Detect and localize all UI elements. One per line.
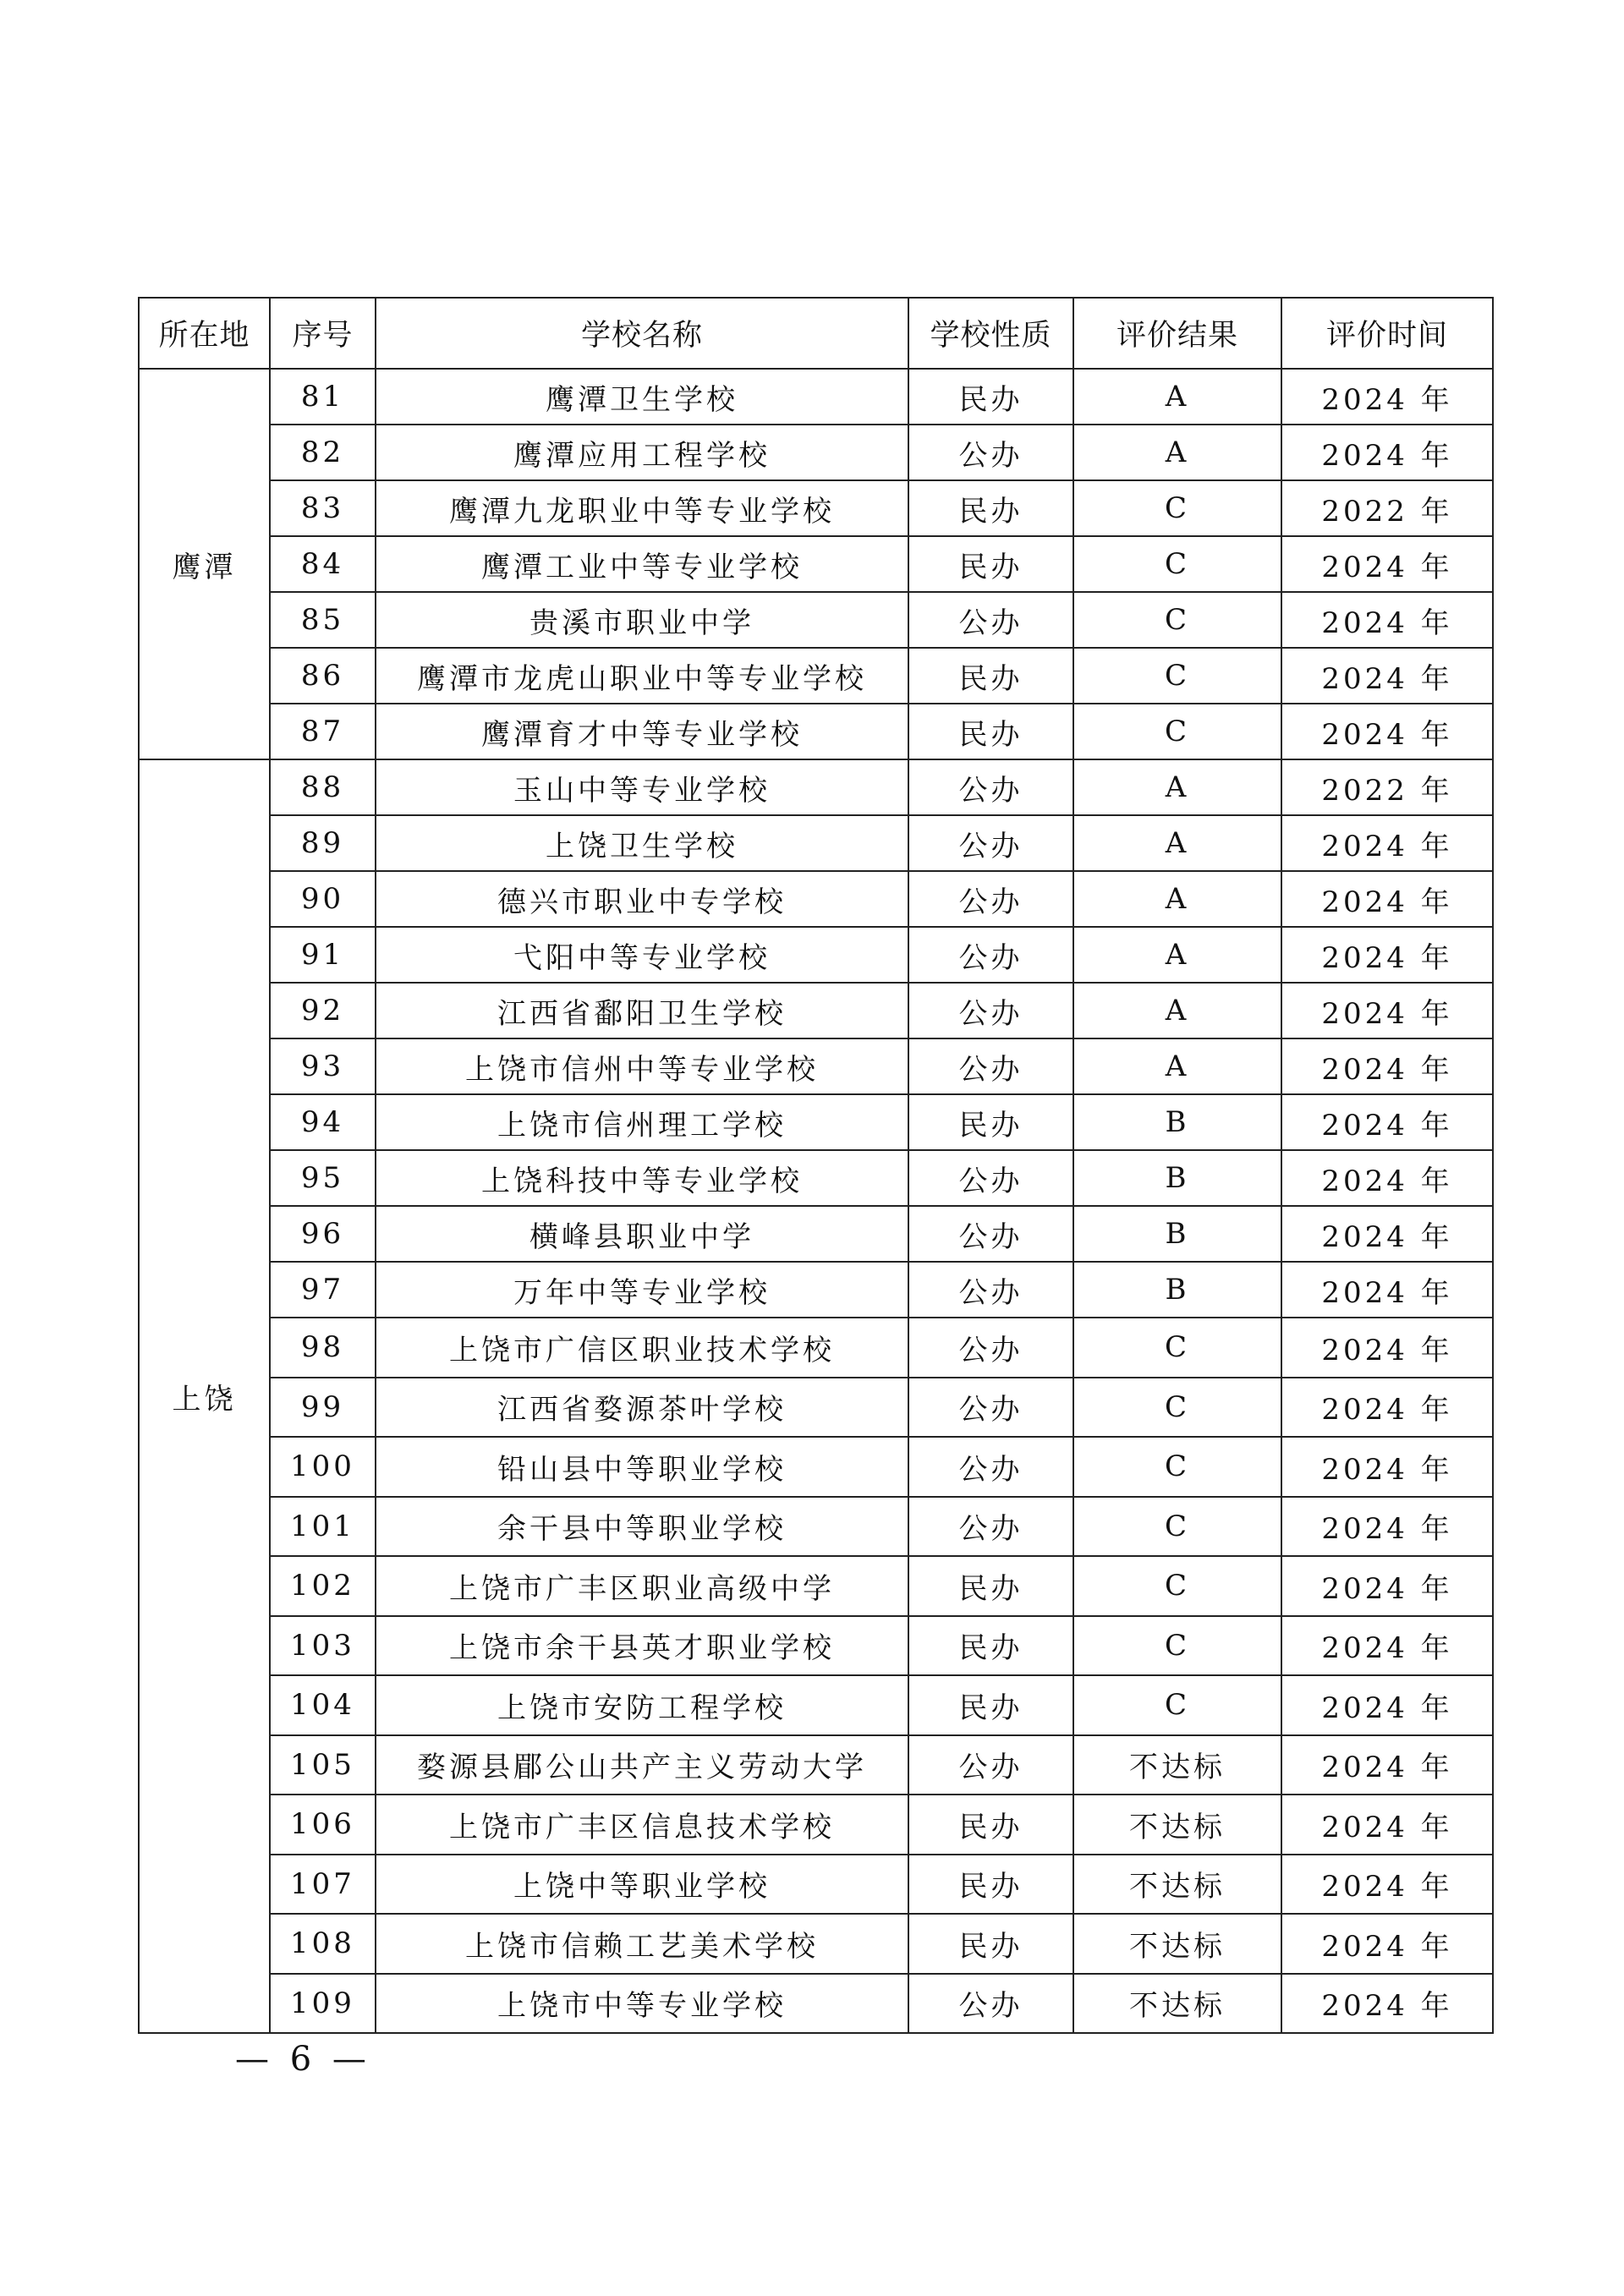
- table-row: [139, 1318, 1493, 1378]
- evaluation-result-cell: C: [1073, 536, 1281, 592]
- table-row: [139, 1855, 1493, 1915]
- evaluation-result-cell: C: [1073, 1437, 1281, 1497]
- evaluation-result-cell: C: [1073, 1497, 1281, 1557]
- school-name-cell: 婺源县郿公山共产主义劳动大学: [376, 1735, 908, 1795]
- index-cell: 107: [270, 1855, 376, 1915]
- evaluation-result-cell: C: [1073, 1318, 1281, 1378]
- header-evaluation-time: 评价时间: [1281, 298, 1493, 369]
- school-name-cell: 上饶市中等专业学校: [376, 1974, 908, 2034]
- school-name-cell: 铅山县中等职业学校: [376, 1437, 908, 1497]
- school-nature-cell: 公办: [908, 1735, 1073, 1795]
- school-nature-cell: 公办: [908, 1038, 1073, 1094]
- evaluation-time-cell: 2024 年: [1281, 1795, 1493, 1855]
- school-nature-cell: 民办: [908, 704, 1073, 759]
- school-name-cell: 玉山中等专业学校: [376, 759, 908, 815]
- evaluation-time-cell: 2024 年: [1281, 369, 1493, 425]
- evaluation-result-cell: B: [1073, 1150, 1281, 1206]
- index-cell: 109: [270, 1974, 376, 2034]
- location-cell: 鹰潭: [139, 369, 270, 759]
- table-row: [139, 1616, 1493, 1676]
- school-nature-cell: 公办: [908, 1262, 1073, 1318]
- header-evaluation-result: 评价结果: [1073, 298, 1281, 369]
- table-row: [139, 1038, 1493, 1094]
- table-row: [139, 1437, 1493, 1497]
- evaluation-result-cell: A: [1073, 1038, 1281, 1094]
- school-name-cell: 上饶市余干县英才职业学校: [376, 1616, 908, 1676]
- school-name-cell: 鹰潭工业中等专业学校: [376, 536, 908, 592]
- location-cell: 上饶: [139, 759, 270, 2033]
- table-header-row: [139, 298, 1493, 369]
- index-cell: 106: [270, 1795, 376, 1855]
- evaluation-result-cell: C: [1073, 1675, 1281, 1735]
- school-nature-cell: 公办: [908, 1378, 1073, 1438]
- index-cell: 108: [270, 1914, 376, 1974]
- school-evaluation-table: [138, 297, 1494, 2034]
- evaluation-time-cell: 2024 年: [1281, 1206, 1493, 1262]
- school-nature-cell: 民办: [908, 1914, 1073, 1974]
- evaluation-time-cell: 2024 年: [1281, 1094, 1493, 1150]
- school-nature-cell: 民办: [908, 1675, 1073, 1735]
- index-cell: 86: [270, 648, 376, 704]
- school-name-cell: 弋阳中等专业学校: [376, 927, 908, 983]
- school-name-cell: 江西省鄱阳卫生学校: [376, 983, 908, 1038]
- school-name-cell: 鹰潭卫生学校: [376, 369, 908, 425]
- school-name-cell: 上饶市信赖工艺美术学校: [376, 1914, 908, 1974]
- evaluation-time-cell: 2024 年: [1281, 815, 1493, 871]
- table-row: [139, 536, 1493, 592]
- evaluation-result-cell: C: [1073, 480, 1281, 536]
- school-name-cell: 上饶科技中等专业学校: [376, 1150, 908, 1206]
- evaluation-result-cell: C: [1073, 1616, 1281, 1676]
- school-nature-cell: 公办: [908, 592, 1073, 648]
- evaluation-time-cell: 2024 年: [1281, 1378, 1493, 1438]
- index-cell: 91: [270, 927, 376, 983]
- page-number: — 6 —: [235, 2040, 371, 2079]
- school-name-cell: 上饶市广信区职业技术学校: [376, 1318, 908, 1378]
- evaluation-result-cell: B: [1073, 1262, 1281, 1318]
- evaluation-result-cell: C: [1073, 592, 1281, 648]
- table-row: [139, 1150, 1493, 1206]
- header-index: 序号: [270, 298, 376, 369]
- school-nature-cell: 公办: [908, 759, 1073, 815]
- evaluation-result-cell: A: [1073, 425, 1281, 480]
- school-nature-cell: 公办: [908, 1497, 1073, 1557]
- table-row: [139, 480, 1493, 536]
- table-row: [139, 1795, 1493, 1855]
- evaluation-time-cell: 2024 年: [1281, 1616, 1493, 1676]
- index-cell: 92: [270, 983, 376, 1038]
- school-nature-cell: 公办: [908, 1206, 1073, 1262]
- index-cell: 101: [270, 1497, 376, 1557]
- table-row: [139, 1497, 1493, 1557]
- evaluation-result-cell: A: [1073, 759, 1281, 815]
- evaluation-time-cell: 2024 年: [1281, 1038, 1493, 1094]
- school-nature-cell: 公办: [908, 927, 1073, 983]
- evaluation-time-cell: 2024 年: [1281, 1318, 1493, 1378]
- evaluation-time-cell: 2024 年: [1281, 1855, 1493, 1915]
- school-name-cell: 上饶市广丰区信息技术学校: [376, 1795, 908, 1855]
- school-nature-cell: 民办: [908, 1094, 1073, 1150]
- evaluation-time-cell: 2024 年: [1281, 871, 1493, 927]
- table-row: [139, 425, 1493, 480]
- school-nature-cell: 公办: [908, 1318, 1073, 1378]
- evaluation-time-cell: 2024 年: [1281, 536, 1493, 592]
- evaluation-time-cell: 2024 年: [1281, 1150, 1493, 1206]
- index-cell: 103: [270, 1616, 376, 1676]
- school-name-cell: 横峰县职业中学: [376, 1206, 908, 1262]
- index-cell: 95: [270, 1150, 376, 1206]
- evaluation-time-cell: 2024 年: [1281, 648, 1493, 704]
- evaluation-time-cell: 2024 年: [1281, 1437, 1493, 1497]
- evaluation-time-cell: 2024 年: [1281, 704, 1493, 759]
- table-row: [139, 648, 1493, 704]
- table-row: [139, 759, 1493, 815]
- table-row: [139, 1094, 1493, 1150]
- school-nature-cell: 民办: [908, 1855, 1073, 1915]
- evaluation-result-cell: B: [1073, 1206, 1281, 1262]
- school-name-cell: 上饶市广丰区职业高级中学: [376, 1556, 908, 1616]
- table-row: [139, 592, 1493, 648]
- school-nature-cell: 公办: [908, 1974, 1073, 2034]
- school-nature-cell: 公办: [908, 871, 1073, 927]
- table-row: [139, 1735, 1493, 1795]
- school-nature-cell: 民办: [908, 648, 1073, 704]
- header-school-nature: 学校性质: [908, 298, 1073, 369]
- index-cell: 84: [270, 536, 376, 592]
- school-name-cell: 德兴市职业中专学校: [376, 871, 908, 927]
- table-row: [139, 704, 1493, 759]
- index-cell: 104: [270, 1675, 376, 1735]
- school-name-cell: 鹰潭九龙职业中等专业学校: [376, 480, 908, 536]
- table-row: [139, 815, 1493, 871]
- index-cell: 89: [270, 815, 376, 871]
- evaluation-result-cell: 不达标: [1073, 1914, 1281, 1974]
- evaluation-result-cell: B: [1073, 1094, 1281, 1150]
- evaluation-time-cell: 2024 年: [1281, 1675, 1493, 1735]
- index-cell: 85: [270, 592, 376, 648]
- index-cell: 105: [270, 1735, 376, 1795]
- school-nature-cell: 民办: [908, 1616, 1073, 1676]
- table-row: [139, 927, 1493, 983]
- school-name-cell: 江西省婺源茶叶学校: [376, 1378, 908, 1438]
- evaluation-result-cell: C: [1073, 1378, 1281, 1438]
- evaluation-time-cell: 2024 年: [1281, 927, 1493, 983]
- index-cell: 97: [270, 1262, 376, 1318]
- school-name-cell: 余干县中等职业学校: [376, 1497, 908, 1557]
- header-location: 所在地: [139, 298, 270, 369]
- school-name-cell: 上饶中等职业学校: [376, 1855, 908, 1915]
- school-name-cell: 上饶市信州理工学校: [376, 1094, 908, 1150]
- evaluation-time-cell: 2024 年: [1281, 1914, 1493, 1974]
- school-name-cell: 鹰潭应用工程学校: [376, 425, 908, 480]
- index-cell: 88: [270, 759, 376, 815]
- evaluation-result-cell: 不达标: [1073, 1974, 1281, 2034]
- table-row: [139, 369, 1493, 425]
- evaluation-time-cell: 2024 年: [1281, 425, 1493, 480]
- evaluation-result-cell: 不达标: [1073, 1795, 1281, 1855]
- index-cell: 102: [270, 1556, 376, 1616]
- evaluation-result-cell: A: [1073, 871, 1281, 927]
- evaluation-result-cell: 不达标: [1073, 1735, 1281, 1795]
- evaluation-time-cell: 2024 年: [1281, 1735, 1493, 1795]
- table-row: [139, 1378, 1493, 1438]
- school-name-cell: 万年中等专业学校: [376, 1262, 908, 1318]
- table-row: [139, 983, 1493, 1038]
- evaluation-time-cell: 2024 年: [1281, 1262, 1493, 1318]
- index-cell: 94: [270, 1094, 376, 1150]
- table-row: [139, 1914, 1493, 1974]
- header-school-name: 学校名称: [376, 298, 908, 369]
- evaluation-result-cell: A: [1073, 983, 1281, 1038]
- table-row: [139, 1206, 1493, 1262]
- index-cell: 87: [270, 704, 376, 759]
- index-cell: 90: [270, 871, 376, 927]
- index-cell: 83: [270, 480, 376, 536]
- evaluation-result-cell: C: [1073, 648, 1281, 704]
- school-nature-cell: 民办: [908, 369, 1073, 425]
- school-nature-cell: 民办: [908, 1795, 1073, 1855]
- school-name-cell: 鹰潭育才中等专业学校: [376, 704, 908, 759]
- evaluation-time-cell: 2024 年: [1281, 1556, 1493, 1616]
- evaluation-time-cell: 2022 年: [1281, 759, 1493, 815]
- index-cell: 81: [270, 369, 376, 425]
- index-cell: 82: [270, 425, 376, 480]
- evaluation-time-cell: 2024 年: [1281, 1974, 1493, 2034]
- school-nature-cell: 公办: [908, 815, 1073, 871]
- evaluation-time-cell: 2022 年: [1281, 480, 1493, 536]
- evaluation-result-cell: A: [1073, 815, 1281, 871]
- table-row: [139, 1556, 1493, 1616]
- table-row: [139, 871, 1493, 927]
- evaluation-result-cell: A: [1073, 927, 1281, 983]
- school-nature-cell: 民办: [908, 536, 1073, 592]
- index-cell: 100: [270, 1437, 376, 1497]
- school-nature-cell: 公办: [908, 983, 1073, 1038]
- school-nature-cell: 公办: [908, 1150, 1073, 1206]
- evaluation-time-cell: 2024 年: [1281, 592, 1493, 648]
- evaluation-result-cell: C: [1073, 1556, 1281, 1616]
- school-name-cell: 上饶市安防工程学校: [376, 1675, 908, 1735]
- table-row: [139, 1262, 1493, 1318]
- school-name-cell: 贵溪市职业中学: [376, 592, 908, 648]
- table-body: [139, 369, 1493, 2033]
- index-cell: 96: [270, 1206, 376, 1262]
- evaluation-time-cell: 2024 年: [1281, 983, 1493, 1038]
- evaluation-result-cell: 不达标: [1073, 1855, 1281, 1915]
- index-cell: 99: [270, 1378, 376, 1438]
- evaluation-result-cell: C: [1073, 704, 1281, 759]
- school-name-cell: 上饶市信州中等专业学校: [376, 1038, 908, 1094]
- school-nature-cell: 公办: [908, 425, 1073, 480]
- school-nature-cell: 公办: [908, 1437, 1073, 1497]
- index-cell: 93: [270, 1038, 376, 1094]
- evaluation-result-cell: A: [1073, 369, 1281, 425]
- index-cell: 98: [270, 1318, 376, 1378]
- evaluation-time-cell: 2024 年: [1281, 1497, 1493, 1557]
- table-row: [139, 1974, 1493, 2034]
- table-row: [139, 1675, 1493, 1735]
- school-name-cell: 上饶卫生学校: [376, 815, 908, 871]
- school-nature-cell: 民办: [908, 1556, 1073, 1616]
- school-nature-cell: 民办: [908, 480, 1073, 536]
- school-name-cell: 鹰潭市龙虎山职业中等专业学校: [376, 648, 908, 704]
